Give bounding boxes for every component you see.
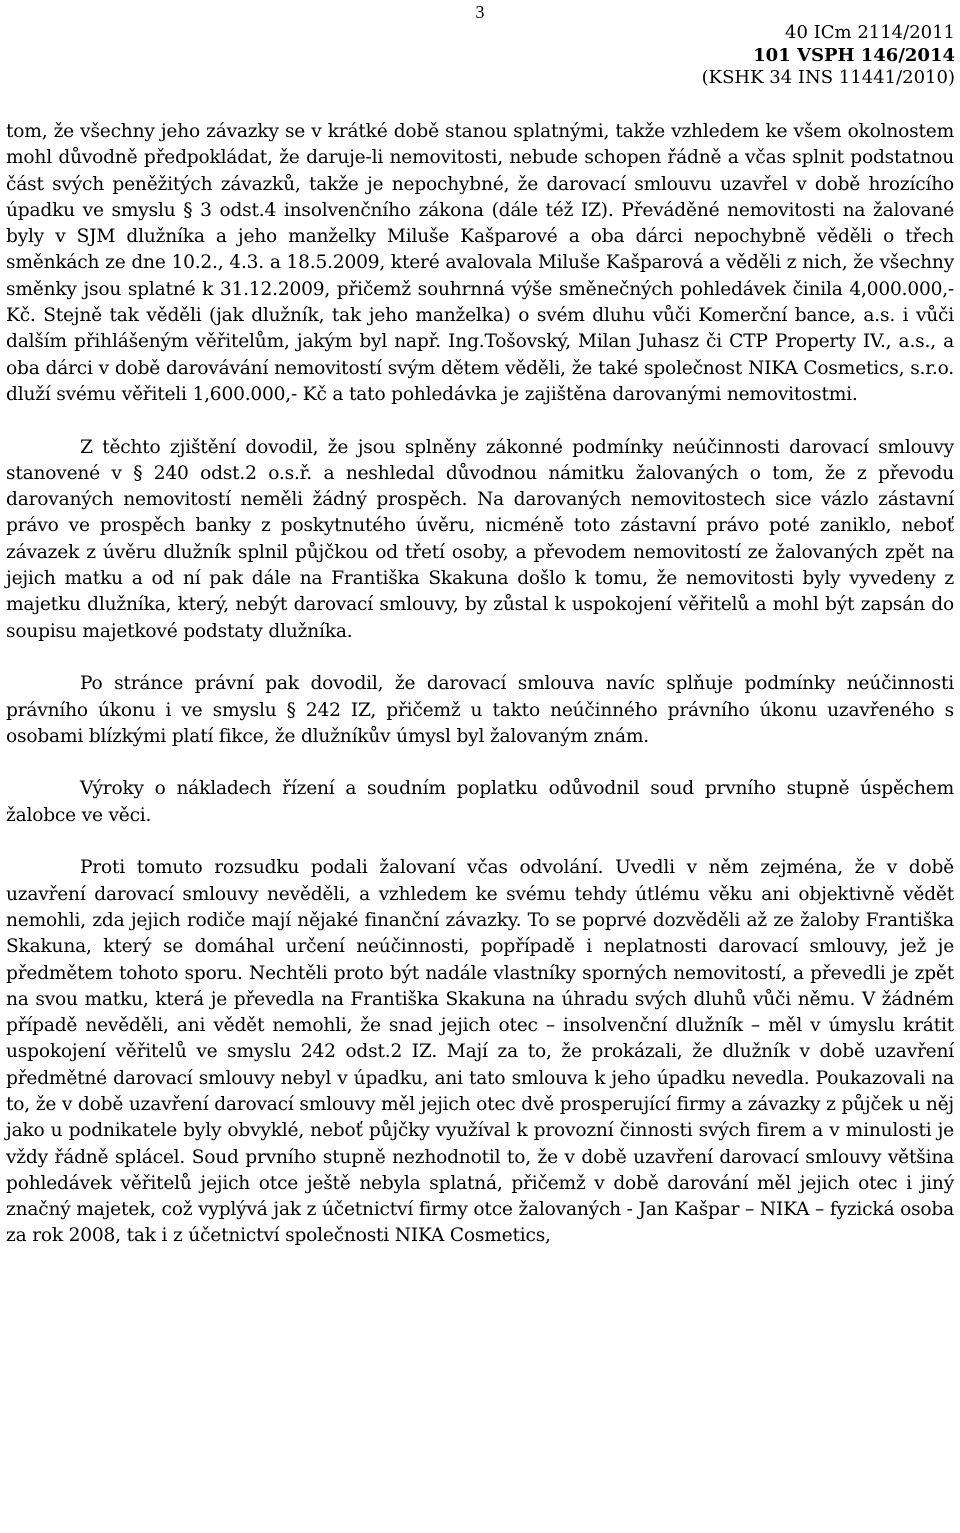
paragraph-appeal: Proti tomuto rozsudku podali žalovaní včas odvolání. Uvedli v něm zejména, že v době uzavření darovací smlouvy nevěděli, a vzhledem ke svému tehdy útlému věku ani objektivně vědět nemohli, zda jejich rodiče mají nějaké finanční závazky. To se poprvé dozvěděli až ze žaloby Františka Skakuna, který se domáhal určení neúčinnosti, popřípadě i neplatnosti darovací smlouvy, jež je předmětem tohoto sporu. Nechtěli proto být nadále vlastníky sporných nemovitostí, a převedli je zpět na svou matku, která je převedla na Františka Skakuna na úhradu svých dluhů vůči němu. V žádném případě nevěděli, ani vědět nemohli, že snad jejich otec – insolvenční dlužník – měl v úmyslu krátit uspokojení věřitelů ve smyslu 242 odst.2 IZ. Mají za to, že prokázali, že dlužník v době uzavření předmětné darovací smlouvy nebyl v úpadku, ani tato smlouva k jeho úpadku nevedla. Poukazovali na to, že v době uzavření darovací smlouvy měl jejich otec dvě prosperující firmy a závazky z půjček u něj jako u podnikatele byly obvyklé, neboť půjčky využíval k provozní činnosti svých firem a v minulosti je vždy řádně splácel. Soud prvního stupně nezhodnotil to, že v době uzavření darovací smlouvy většina pohledávek věřitelů jejich otce ještě nebyla splatná, přičemž v době darování měl jejich otec i jiný značný majetek, což vyplývá jak z účetnictví firmy otce žalovaných - Jan Kašpar – NIKA – fyzická osoba za rok 2008, tak i z účetnictví společnosti NIKA Cosmetics, (6, 857, 954, 1247)
case-ref-line-2: 101 VSPH 146/2014 (753, 44, 955, 66)
case-ref-line-3: (KSHK 34 INS 11441/2010) (701, 67, 955, 88)
paragraph-costs: Výroky o nákladech řízení a soudním poplatku odůvodnil soud prvního stupně úspěchem žalobce ve věci. (6, 778, 954, 826)
paragraph-findings: Z těchto zjištění dovodil, že jsou splněny zákonné podmínky neúčinnosti darovací smlouvy stanovené v § 240 odst.2 o.s.ř. a neshledal důvodnou námitku žalovaných o tom, že z převodu darovaných nemovitostí neměli žádný prospěch. Na darovaných nemovitostech sice vázlo zástavní právo ve prospěch banky z poskytnutého úvěru, nicméně toto zástavní právo poté zaniklo, neboť závazek z úvěru dlužník splnil půjčkou od třetí osoby, a převodem nemovitostí ze žalovaných zpět na jejich matku a od ní pak dále na Františka Skakuna došlo k tomu, že nemovitosti byly vyvedeny z majetku dlužníka, který, nebýt darovací smlouvy, by zůstal k uspokojení věřitelů a mohl být zapsán do soupisu majetkové podstaty dlužníka. (6, 436, 954, 642)
page-number: 3 (475, 2, 485, 22)
case-ref-line-1: 40 ICm 2114/2011 (785, 22, 955, 43)
document-body (6, 119, 954, 1250)
paragraph-legal-assessment: Po stránce právní pak dovodil, že darovací smlouva navíc splňuje podmínky neúčinnosti právního úkonu i ve smyslu § 242 IZ, přičemž u takto neúčinného právního úkonu uzavřeného s osobami blízkými platí fikce, že dlužníkův úmysl byl žalovaným znám. (6, 673, 954, 747)
paragraph-continuation: tom, že všechny jeho závazky se v krátké době stanou splatnými, takže vzhledem ke všem okolnostem mohl důvodně předpokládat, že daruje-li nemovitosti, nebude schopen řádně a včas splnit podstatnou část svých peněžitých závazků, takže je nepochybné, že darovací smlouvu uzavřel v době hrozícího úpadku ve smyslu § 3 odst.4 insolvenčního zákona (dále též IZ). Převáděné nemovitosti na žalované byly v SJM dlužníka a jeho manželky Miluše Kašparové a oba dárci nepochybně věděli o třech směnkách ze dne 10.2., 4.3. a 18.5.2009, které avalovala Miluše Kašparová a věděli z nich, že všechny směnky jsou splatné k 31.12.2009, přičemž souhrnná výše směnečných pohledávek činila 4,000.000,- Kč. Stejně tak věděli (jak dlužník, tak jeho manželka) o svém dluhu vůči Komerční bance, a.s. i vůči dalším přihlášeným věřitelům, jakým byl např. Ing.Tošovský, Milan Juhasz či CTP Property IV., a.s., a oba dárci v době darovávání nemovitostí svým dětem věděli, že také společnost NIKA Cosmetics, s.r.o. dluží svému věřiteli 1,600.000,- Kč a tato pohledávka je zajištěna darovanými nemovitostmi. (6, 121, 954, 405)
case-reference (702, 22, 955, 90)
